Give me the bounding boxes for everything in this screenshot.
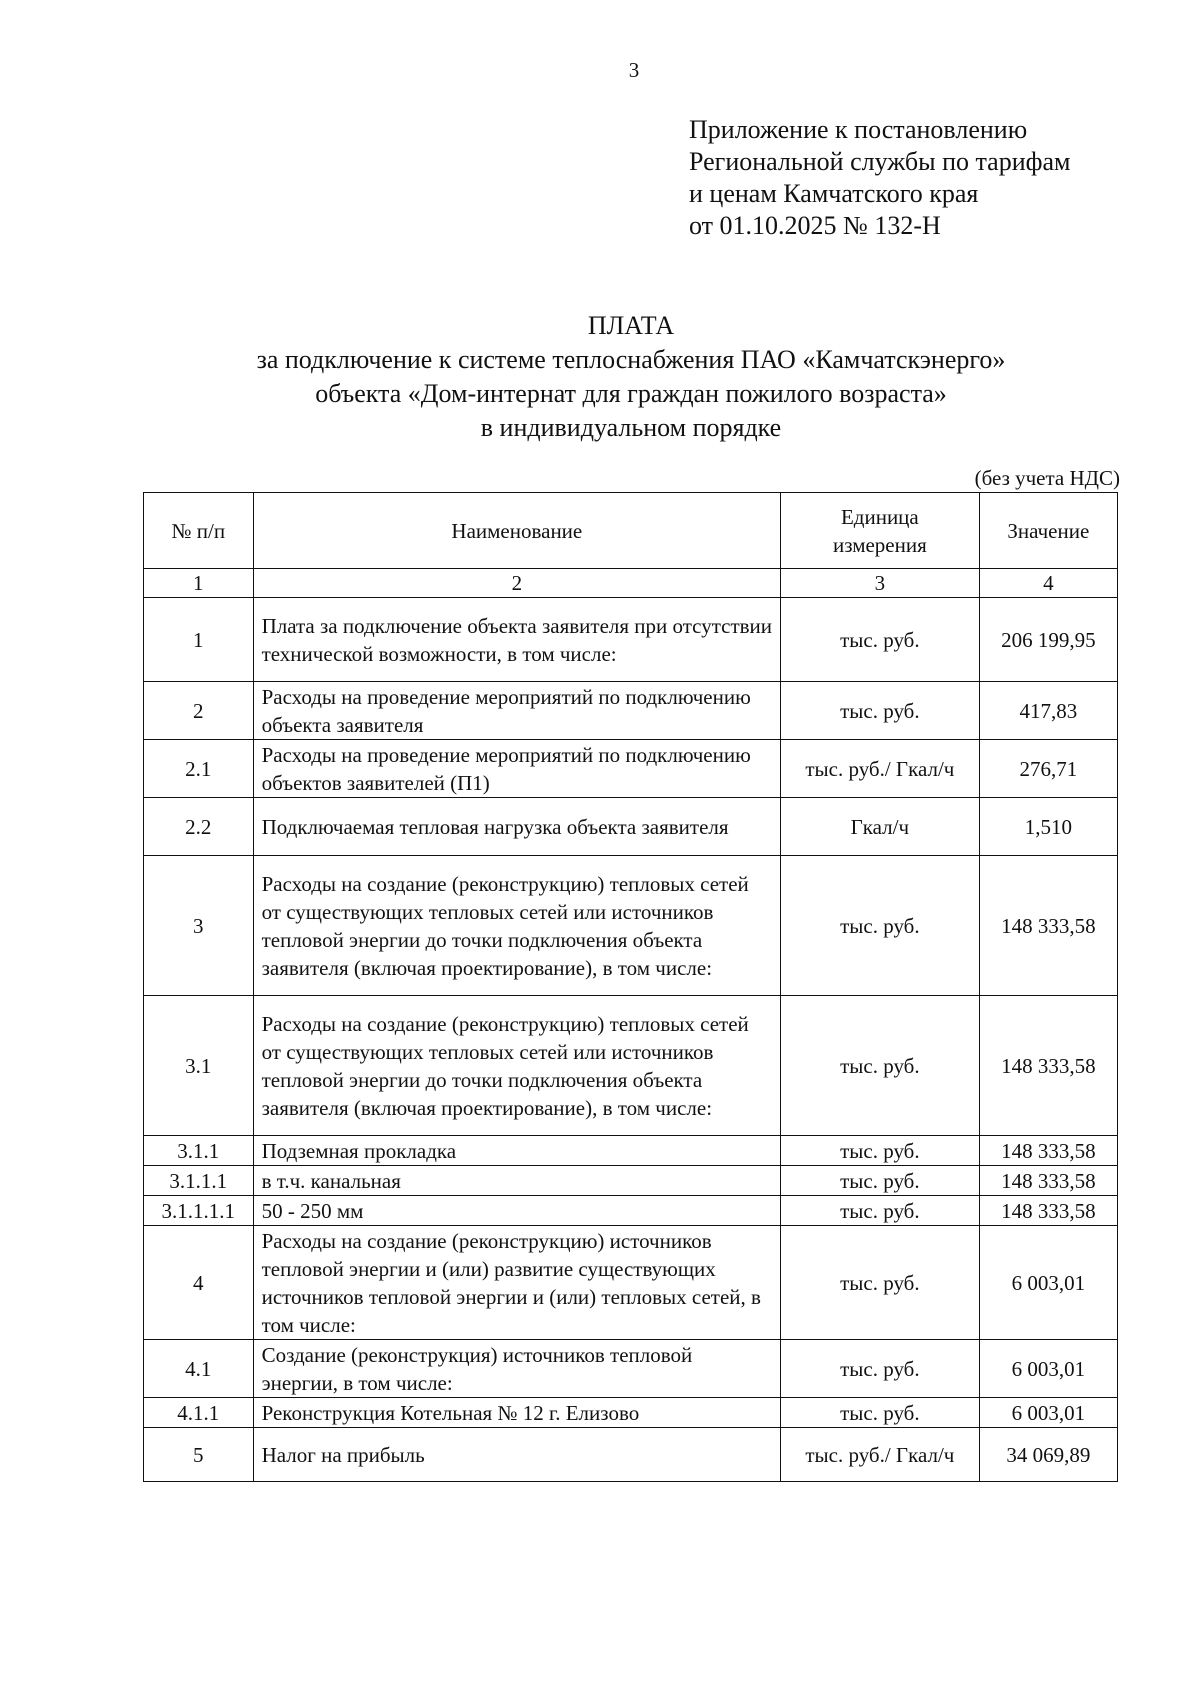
row-unit: тыс. руб. — [781, 1340, 980, 1398]
table-row — [144, 598, 1118, 682]
row-num: 5 — [144, 1428, 254, 1482]
header-row — [144, 493, 1118, 569]
header-unit — [781, 493, 980, 569]
row-value: 148 333,58 — [979, 1136, 1117, 1166]
header-value: Значение — [979, 493, 1117, 569]
row-unit: Гкал/ч — [781, 798, 980, 856]
row-name: Создание (реконструкция) источников тепловой энергии, в том числе: — [253, 1340, 781, 1398]
row-num: 3.1.1 — [144, 1136, 254, 1166]
row-unit: тыс. руб. — [781, 1398, 980, 1428]
table-row — [144, 1340, 1118, 1398]
row-num: 3.1.1.1 — [144, 1166, 254, 1196]
row-value: 206 199,95 — [979, 598, 1117, 682]
row-unit: тыс. руб. — [781, 1136, 980, 1166]
row-value: 148 333,58 — [979, 1166, 1117, 1196]
row-value: 148 333,58 — [979, 996, 1117, 1136]
row-value: 1,510 — [979, 798, 1117, 856]
row-unit: тыс. руб. — [781, 682, 980, 740]
header-name: Наименование — [253, 493, 781, 569]
row-name: Подземная прокладка — [253, 1136, 781, 1166]
row-name: Плата за подключение объекта заявителя при отсутствии технической возможности, в том числе: — [253, 598, 781, 682]
row-unit: тыс. руб. — [781, 598, 980, 682]
row-name: 50 - 250 мм — [253, 1196, 781, 1226]
table-row — [144, 1428, 1118, 1482]
title-line: объекта «Дом-интернат для граждан пожилого возраста» — [315, 379, 947, 408]
appendix-block — [689, 114, 1070, 242]
header-num: № п/п — [144, 493, 254, 569]
vat-note: (без учета НДС) — [974, 466, 1120, 490]
row-value: 417,83 — [979, 682, 1117, 740]
row-name: Расходы на создание (реконструкцию) источников тепловой энергии и (или) развитие существующих источников тепловой энергии и (или) тепловых сетей, в том числе: — [253, 1226, 781, 1340]
row-value: 6 003,01 — [979, 1398, 1117, 1428]
table-row — [144, 682, 1118, 740]
table-row — [144, 798, 1118, 856]
appendix-line: Региональной службы по тарифам — [689, 147, 1071, 176]
column-number: 4 — [979, 569, 1117, 598]
row-name: Налог на прибыль — [253, 1428, 781, 1482]
appendix-line: Приложение к постановлению — [689, 115, 1028, 144]
title-line: в индивидуальном порядке — [480, 413, 782, 442]
table-row — [144, 996, 1118, 1136]
row-value: 276,71 — [979, 740, 1117, 798]
row-num: 4.1.1 — [144, 1398, 254, 1428]
column-number: 1 — [144, 569, 254, 598]
header-unit-line: измерения — [832, 532, 927, 557]
row-value: 148 333,58 — [979, 1196, 1117, 1226]
column-number: 3 — [781, 569, 980, 598]
row-name: Расходы на проведение мероприятий по подключению объектов заявителей (П1) — [253, 740, 781, 798]
row-unit: тыс. руб. — [781, 1166, 980, 1196]
header-unit-line: Единица — [840, 504, 919, 529]
fee-table — [143, 492, 1118, 1482]
table-row — [144, 1166, 1118, 1196]
appendix-line: и ценам Камчатского края — [689, 179, 979, 208]
row-name: в т.ч. канальная — [253, 1166, 781, 1196]
row-num: 2 — [144, 682, 254, 740]
column-number: 2 — [253, 569, 781, 598]
row-name: Подключаемая тепловая нагрузка объекта заявителя — [253, 798, 781, 856]
table-row — [144, 1136, 1118, 1166]
row-value: 148 333,58 — [979, 856, 1117, 996]
row-num: 4.1 — [144, 1340, 254, 1398]
title-line: за подключение к системе теплоснабжения ПАО «Камчатскэнерго» — [256, 345, 1006, 374]
row-num: 3.1 — [144, 996, 254, 1136]
row-unit: тыс. руб. — [781, 996, 980, 1136]
row-value: 6 003,01 — [979, 1226, 1117, 1340]
row-name: Расходы на создание (реконструкцию) тепловых сетей от существующих тепловых сетей или источников тепловой энергии до точки подключения объекта заявителя (включая проектирование), в том числе: — [253, 856, 781, 996]
document-title — [0, 309, 1200, 445]
table-row — [144, 1226, 1118, 1340]
column-number-row — [144, 569, 1118, 598]
row-num: 2.1 — [144, 740, 254, 798]
row-unit: тыс. руб./ Гкал/ч — [781, 1428, 980, 1482]
row-unit: тыс. руб. — [781, 856, 980, 996]
page-number: 3 — [628, 58, 640, 82]
table-row — [144, 1398, 1118, 1428]
appendix-line: от 01.10.2025 № 132-Н — [689, 211, 941, 240]
table-row — [144, 1196, 1118, 1226]
title-heading: ПЛАТА — [587, 311, 675, 340]
row-unit: тыс. руб./ Гкал/ч — [781, 740, 980, 798]
row-name: Реконструкция Котельная № 12 г. Елизово — [253, 1398, 781, 1428]
table-row — [144, 740, 1118, 798]
row-name: Расходы на проведение мероприятий по подключению объекта заявителя — [253, 682, 781, 740]
row-num: 3.1.1.1.1 — [144, 1196, 254, 1226]
row-num: 2.2 — [144, 798, 254, 856]
row-value: 6 003,01 — [979, 1340, 1117, 1398]
row-value: 34 069,89 — [979, 1428, 1117, 1482]
row-num: 3 — [144, 856, 254, 996]
row-num: 4 — [144, 1226, 254, 1340]
row-name: Расходы на создание (реконструкцию) тепловых сетей от существующих тепловых сетей или источников тепловой энергии до точки подключения объекта заявителя (включая проектирование), в том числе: — [253, 996, 781, 1136]
row-unit: тыс. руб. — [781, 1226, 980, 1340]
row-num: 1 — [144, 598, 254, 682]
row-unit: тыс. руб. — [781, 1196, 980, 1226]
table-row — [144, 856, 1118, 996]
